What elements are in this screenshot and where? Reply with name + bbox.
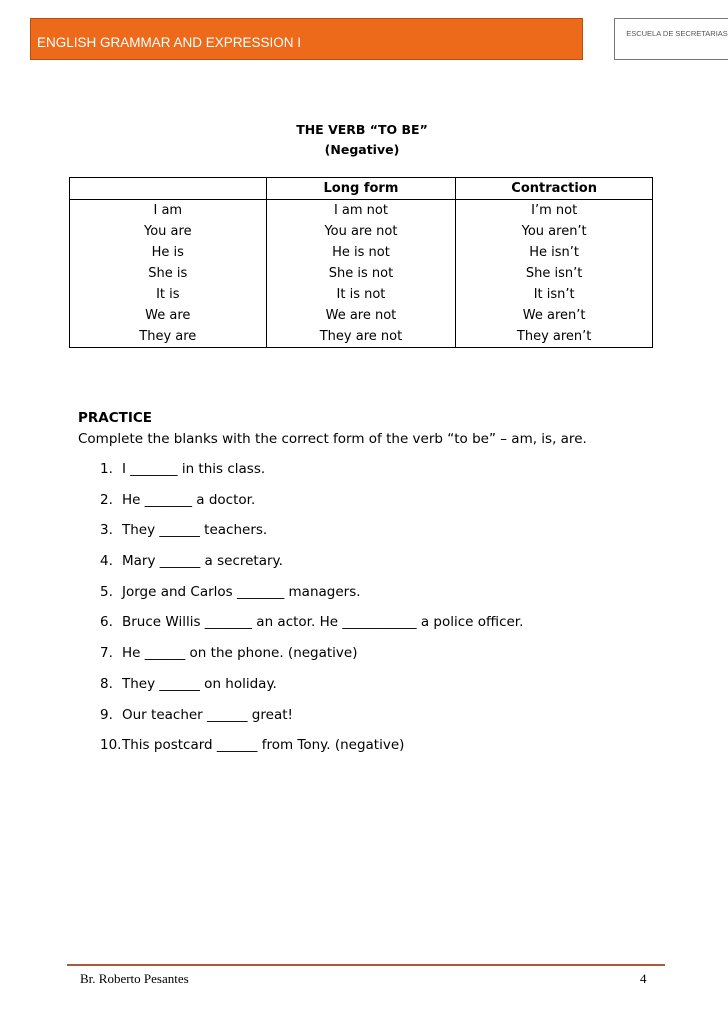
exercise-text: Jorge and Carlos _______ managers. — [122, 583, 361, 600]
exercise-number: 7. — [100, 645, 113, 662]
table-header-cell: Contraction — [456, 178, 653, 200]
table-cell: He is not — [266, 242, 456, 263]
exercise-number: 3. — [100, 522, 113, 539]
exercise-number: 9. — [100, 706, 113, 723]
header-title-bar — [30, 18, 583, 60]
course-title: ENGLISH GRAMMAR AND EXPRESSION I — [37, 35, 302, 50]
exercise-item — [100, 583, 523, 614]
footer-divider — [67, 964, 665, 966]
exercise-text: Bruce Willis _______ an actor. He ___________ a police officer. — [122, 614, 524, 631]
exercise-item — [100, 613, 523, 644]
table-cell: He is — [70, 242, 267, 263]
exercise-item — [100, 460, 523, 491]
table-cell: You aren’t — [456, 221, 653, 242]
table-cell: You are — [70, 221, 267, 242]
exercise-number: 8. — [100, 675, 113, 692]
exercise-list — [100, 460, 523, 767]
exercise-item — [100, 491, 523, 522]
table-cell: It is not — [266, 284, 456, 305]
page-header — [30, 18, 728, 60]
exercise-number: 6. — [100, 614, 113, 631]
exercise-item — [100, 736, 523, 767]
exercise-item — [100, 521, 523, 552]
exercise-item — [100, 644, 523, 675]
exercise-number: 10. — [100, 737, 122, 754]
table-row — [70, 242, 653, 263]
exercise-text: I _______ in this class. — [122, 461, 266, 477]
table-header-cell — [70, 178, 267, 200]
exercise-text: They ______ teachers. — [122, 522, 268, 539]
exercise-number: 5. — [100, 583, 113, 600]
table-cell: She is not — [266, 263, 456, 284]
exercise-text: Our teacher ______ great! — [122, 706, 293, 723]
table-cell: They aren’t — [456, 326, 653, 348]
exercise-item — [100, 706, 523, 737]
table-cell: They are not — [266, 326, 456, 348]
school-name: ESCUELA DE SECRETARIAS — [626, 29, 728, 38]
table-row — [70, 305, 653, 326]
table-cell: I am — [70, 200, 267, 222]
verb-table — [69, 177, 653, 348]
table-cell: I am not — [266, 200, 456, 222]
table-row — [70, 326, 653, 348]
page-number: 4 — [640, 971, 647, 986]
table-cell: She is — [70, 263, 267, 284]
exercise-item — [100, 552, 523, 583]
table-cell: She isn’t — [456, 263, 653, 284]
table-cell: I’m not — [456, 200, 653, 222]
table-header-cell: Long form — [266, 178, 456, 200]
lesson-title: THE VERB “TO BE” — [296, 122, 428, 137]
exercise-text: He _______ a doctor. — [122, 491, 256, 508]
table-cell: It is — [70, 284, 267, 305]
table-cell: They are — [70, 326, 267, 348]
table-cell: We aren’t — [456, 305, 653, 326]
exercise-number: 1. — [100, 461, 113, 477]
exercise-text: Mary ______ a secretary. — [122, 553, 283, 570]
exercise-text: They ______ on holiday. — [122, 675, 277, 692]
exercise-text: This postcard ______ from Tony. (negative) — [122, 737, 405, 754]
table-cell: He isn’t — [456, 242, 653, 263]
footer-author: Br. Roberto Pesantes — [80, 971, 189, 986]
practice-heading: PRACTICE — [78, 410, 153, 426]
practice-instruction: Complete the blanks with the correct form of the verb “to be” – am, is, are. — [78, 431, 587, 447]
lesson-subtitle: (Negative) — [324, 142, 400, 157]
exercise-number: 4. — [100, 553, 113, 570]
exercise-text: He ______ on the phone. (negative) — [122, 645, 358, 662]
table-cell: It isn’t — [456, 284, 653, 305]
exercise-number: 2. — [100, 491, 113, 508]
table-header-row — [70, 178, 653, 200]
table-cell: You are not — [266, 221, 456, 242]
exercise-item — [100, 675, 523, 706]
table-row — [70, 263, 653, 284]
table-cell: We are — [70, 305, 267, 326]
table-row — [70, 200, 653, 222]
table-cell: We are not — [266, 305, 456, 326]
table-row — [70, 284, 653, 305]
table-row — [70, 221, 653, 242]
header-side-box — [614, 18, 728, 60]
